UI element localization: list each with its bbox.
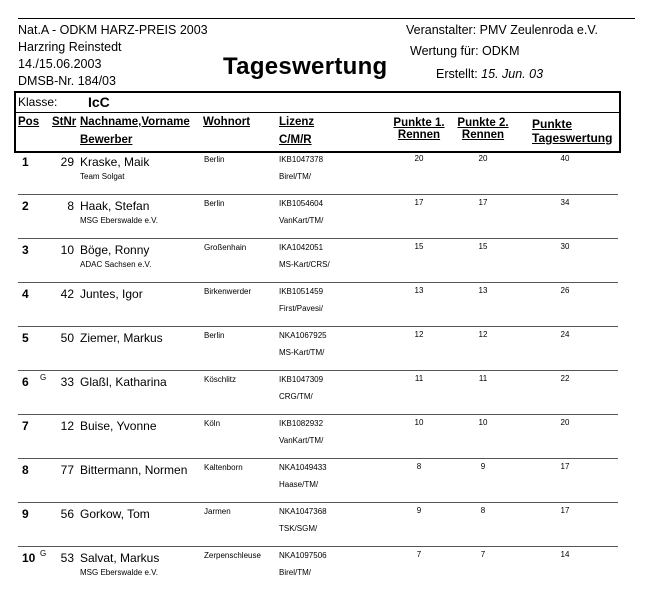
row-license: IKB1054604 [279,199,324,208]
row-chassis-motor: VanKart/TM/ [279,436,324,445]
dmsb-number: DMSB-Nr. 184/03 [18,74,116,88]
col-lizenz: Lizenz [279,116,315,128]
row-entrant: Team Solgat [80,172,125,181]
row-hometown: Berlin [204,155,225,164]
class-label: Klasse: [18,95,58,109]
class-divider [14,112,619,113]
row-hometown: Birkenwerder [204,287,252,296]
table-row [18,329,618,373]
row-points-race1: 12 [414,330,424,339]
row-points-total: 22 [560,374,570,383]
row-points-race2: 7 [480,550,486,559]
row-points-race2: 15 [478,242,488,251]
row-divider [18,502,618,503]
row-start-number: 50 [60,331,74,345]
class-value: IcC [88,94,110,110]
col-stnr: StNr [52,116,77,128]
row-hometown: Köschlitz [204,375,237,384]
created-value: 15. Jun. 03 [481,67,544,81]
row-chassis-motor: First/Pavesi/ [279,304,324,313]
row-entrant: ADAC Sachsen e.V. [80,260,152,269]
col-total-line1: Punkte [532,117,573,131]
row-driver-name: Juntes, Igor [80,287,143,301]
row-license: NKA1047368 [279,507,327,516]
row-hometown: Jarmen [204,507,231,516]
col-name: Nachname,Vorname [80,116,190,128]
row-points-race1: 17 [414,198,424,207]
row-points-total: 14 [560,550,570,559]
table-row [18,285,618,329]
row-divider [18,238,618,239]
row-position: 5 [22,331,29,345]
row-points-total: 20 [560,418,570,427]
event-name: Nat.A - ODKM HARZ-PREIS 2003 [18,23,208,37]
table-row [18,505,618,549]
col-total [532,117,618,145]
row-license: IKB1051459 [279,287,324,296]
row-chassis-motor: Birel/TM/ [279,568,311,577]
row-driver-name: Bittermann, Normen [80,463,188,477]
row-hometown: Zerpenschleuse [204,551,261,560]
row-chassis-motor: MS-Kart/CRS/ [279,260,330,269]
classification: Wertung für: ODKM [410,44,520,58]
row-position: 1 [22,155,29,169]
row-points-race2: 12 [478,330,488,339]
row-chassis-motor: VanKart/TM/ [279,216,324,225]
created-label: Erstellt: [436,67,478,81]
row-divider [18,414,618,415]
row-points-race2: 17 [478,198,488,207]
row-guest-mark: G [40,549,47,558]
table-row [18,461,618,505]
row-hometown: Berlin [204,199,225,208]
row-license: IKA1042051 [279,243,324,252]
row-driver-name: Haak, Stefan [80,199,150,213]
row-start-number: 12 [60,419,74,433]
row-driver-name: Ziemer, Markus [80,331,163,345]
table-row [18,549,618,593]
row-points-race1: 11 [414,374,424,383]
row-position: 7 [22,419,29,433]
organizer: Veranstalter: PMV Zeulenroda e.V. [406,23,599,37]
row-guest-mark: G [40,373,47,382]
row-driver-name: Böge, Ronny [80,243,150,257]
row-chassis-motor: CRG/TM/ [279,392,313,401]
row-points-race1: 7 [416,550,422,559]
row-position: 8 [22,463,29,477]
row-points-race2: 10 [478,418,488,427]
table-row [18,241,618,285]
row-divider [18,546,618,547]
row-chassis-motor: MS-Kart/TM/ [279,348,325,357]
row-points-race2: 13 [478,286,488,295]
event-date: 14./15.06.2003 [18,57,102,71]
row-points-total: 17 [560,462,570,471]
row-position: 6 [22,375,29,389]
row-points-race1: 13 [414,286,424,295]
row-position: 2 [22,199,29,213]
header-rule [18,18,635,19]
row-position: 10 [22,551,36,565]
row-points-total: 24 [560,330,570,339]
row-start-number: 77 [60,463,74,477]
row-position: 4 [22,287,29,301]
row-points-race1: 9 [416,506,422,515]
col-p2-line2: Rennen [461,129,505,141]
table-row [18,197,618,241]
row-points-race1: 15 [414,242,424,251]
row-license: IKB1047378 [279,155,324,164]
row-start-number: 53 [60,551,74,565]
row-points-race2: 11 [478,374,488,383]
row-hometown: Köln [204,419,221,428]
table-row [18,417,618,461]
row-chassis-motor: Birel/TM/ [279,172,311,181]
row-chassis-motor: Haase/TM/ [279,480,319,489]
row-points-race1: 20 [414,154,424,163]
row-start-number: 42 [60,287,74,301]
row-divider [18,458,618,459]
row-points-total: 40 [560,154,570,163]
row-divider [18,194,618,195]
row-position: 9 [22,507,29,521]
row-start-number: 10 [60,243,74,257]
row-hometown: Kaltenborn [204,463,243,472]
row-position: 3 [22,243,29,257]
table-row [18,153,618,197]
row-hometown: Berlin [204,331,225,340]
col-p1-line1: Punkte 1. [393,117,445,129]
row-license: IKB1047309 [279,375,324,384]
row-points-race2: 8 [480,506,486,515]
col-p1 [391,117,447,141]
created-date [436,67,543,81]
row-start-number: 8 [67,199,74,213]
row-points-total: 17 [560,506,570,515]
row-chassis-motor: TSK/SGM/ [279,524,318,533]
row-start-number: 33 [60,375,74,389]
row-points-total: 34 [560,198,570,207]
row-divider [18,326,618,327]
row-license: NKA1067925 [279,331,327,340]
row-driver-name: Glaßl, Katharina [80,375,167,389]
row-license: NKA1097506 [279,551,327,560]
row-driver-name: Salvat, Markus [80,551,160,565]
row-points-total: 26 [560,286,570,295]
col-wohnort: Wohnort [203,116,251,128]
col-total-line2: Tageswertung [532,131,613,145]
col-p2-line1: Punkte 2. [457,117,509,129]
row-license: IKB1082932 [279,419,324,428]
col-pos: Pos [18,116,40,128]
row-points-race2: 9 [480,462,486,471]
row-license: NKA1049433 [279,463,327,472]
col-p1-line2: Rennen [397,129,441,141]
row-points-race1: 8 [416,462,422,471]
row-driver-name: Buise, Yvonne [80,419,157,433]
row-divider [18,370,618,371]
row-driver-name: Kraske, Maik [80,155,150,169]
page-title: Tageswertung [223,53,388,80]
row-driver-name: Gorkow, Tom [80,507,150,521]
row-hometown: Großenhain [204,243,247,252]
col-cmr: C/M/R [279,134,312,146]
row-entrant: MSG Eberswalde e.V. [80,216,158,225]
col-bewerber: Bewerber [80,134,133,146]
row-points-total: 30 [560,242,570,251]
row-points-race1: 10 [414,418,424,427]
event-location: Harzring Reinstedt [18,40,122,54]
row-start-number: 29 [60,155,74,169]
row-start-number: 56 [60,507,74,521]
row-points-race2: 20 [478,154,488,163]
col-p2 [455,117,511,141]
row-entrant: MSG Eberswalde e.V. [80,568,158,577]
table-row [18,373,618,417]
row-divider [18,282,618,283]
